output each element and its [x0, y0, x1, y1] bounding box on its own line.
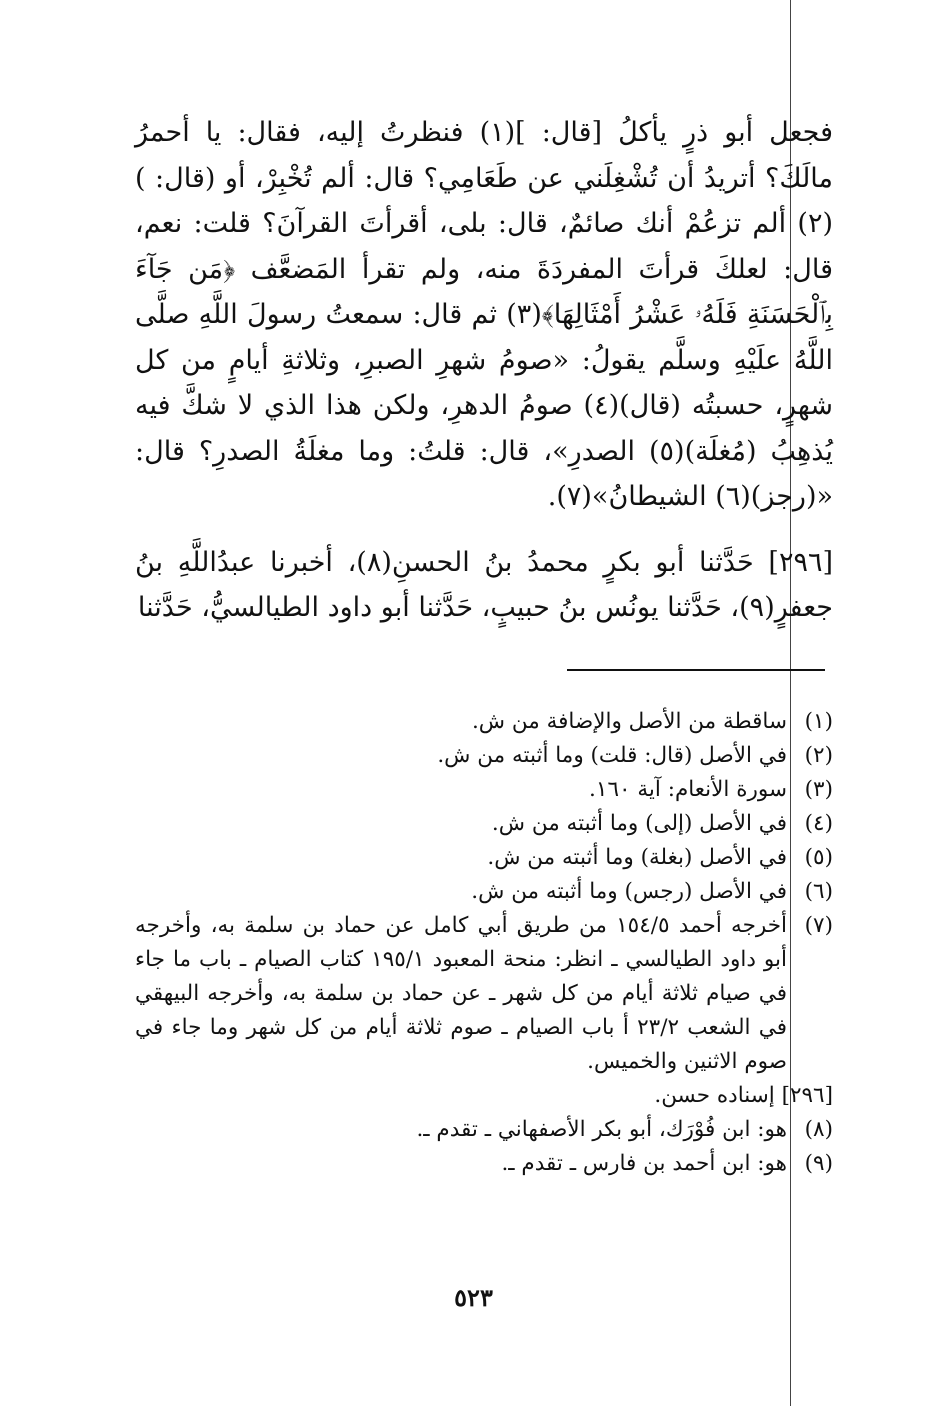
- footnote-3: [135, 773, 833, 807]
- footnote-number: (٣): [804, 777, 833, 802]
- footnote-number: (٥): [804, 845, 833, 870]
- footnote-5: [135, 841, 833, 875]
- footnotes: [135, 705, 833, 1181]
- footnote-text: هو: ابن أحمد بن فارس ـ تقدم ـ.: [501, 1151, 787, 1176]
- footnote-7: [135, 909, 833, 1079]
- main-text: [135, 110, 833, 631]
- footnote-number: (٦): [804, 879, 833, 904]
- page-body: [135, 110, 833, 631]
- footnote-1: [135, 705, 833, 739]
- footnote-number: (٨): [804, 1117, 833, 1142]
- footnote-9: [135, 1147, 833, 1181]
- footnote-text: في الأصل (إلى) وما أثبته من ش.: [491, 811, 787, 836]
- footnote-text: في الأصل (رجس) وما أثبته من ش.: [471, 879, 787, 904]
- footnote-4: [135, 807, 833, 841]
- footnote-text: ساقطة من الأصل والإضافة من ش.: [471, 709, 787, 734]
- footnote-text: أخرجه أحمد ١٥٤/٥ من طريق أبي كامل عن حماد بن سلمة به، وأخرجه أبو داود الطيالسي ـ انظر: منحة المعبود ١٩٥/١ كتاب الصيام ـ باب ما جاء في صيام ثلاثة أيام من كل شهر ـ عن حماد بن سلمة به، وأخرجه البيهقي في الشعب ٢٣/٢ أ باب الصيام ـ صوم ثلاثة أيام من كل شهر وما جاء في صوم الاثنين والخميس.: [135, 913, 787, 1074]
- footnote-6: [135, 875, 833, 909]
- footnote-2: [135, 739, 833, 773]
- footnote-text: في الأصل (قال: قلت) وما أثبته من ش.: [437, 743, 787, 768]
- footnote-number: (٢): [804, 743, 833, 768]
- footnote-text: سورة الأنعام: آية ١٦٠.: [589, 777, 787, 802]
- footnote-hadith-296-grading: [٢٩٦] إسناده حسن.: [654, 1083, 833, 1108]
- footnote-8: [135, 1113, 833, 1147]
- footnote-number: (٧): [804, 913, 833, 938]
- footnote-number: (٩): [804, 1151, 833, 1176]
- footnote-text: هو: ابن فُوْرَك، أبو بكر الأصفهاني ـ تقدم ـ.: [416, 1117, 787, 1142]
- footnote-number: (٤): [804, 811, 833, 836]
- main-paragraph-2-hadith-296: [٢٩٦] حَدَّثنا أبو بكرٍ محمدُ بنُ الحسنِ(٨)، أخبرنا عبدُاللَّهِ بنُ جعفرٍ(٩)، حَدَّثنا يونُس بنُ حبيبٍ، حَدَّثنا أبو داود الطيالسيُّ، حَدَّثنا: [135, 546, 833, 623]
- page-number: ٥٢٣: [454, 1283, 493, 1312]
- main-paragraph-1: فجعل أبو ذرٍ يأكلُ [قال: ](١) فنظرتُ إليه، فقال: يا أحمرُ مالَكَ؟ أتريدُ أن تُشْغِلَني عن طَعَامِي؟ قال: ألم تُخْبِرْ، أو (قال: )(٢) ألم تزعُمْ أنك صائمٌ، قال: بلى، أقرأتَ القرآنَ؟ قلت: نعم، قال: لعلكَ قرأتَ المفردَةَ منه، ولم تقرأ المَضعَّف ﴿مَن جَآءَ بِٱلْحَسَنَةِ فَلَهُۥ عَشْرُ أَمْثَالِهَا﴾(٣) ثم قال: سمعتُ رسولَ اللَّهِ صلَّى اللَّهُ علَيْهِ وسلَّم يقولُ: «صومُ شهرِ الصبرِ، وثلاثةِ أيامٍ من كل شهرٍ، حسبتُه (قال)(٤) صومُ الدهرِ، ولكن هذا الذي لا شكَّ فيه يُذهِبُ (مُغلَة)(٥) الصدرِ»، قال: قلتُ: وما مغلَةُ الصدرِ؟ قال: «(رجز)(٦) الشيطانُ»(٧).: [135, 117, 833, 512]
- footnote-number: (١): [804, 709, 833, 734]
- footnote-separator: [567, 669, 825, 671]
- footnote-text: في الأصل (بغلة) وما أثبته من ش.: [487, 845, 787, 870]
